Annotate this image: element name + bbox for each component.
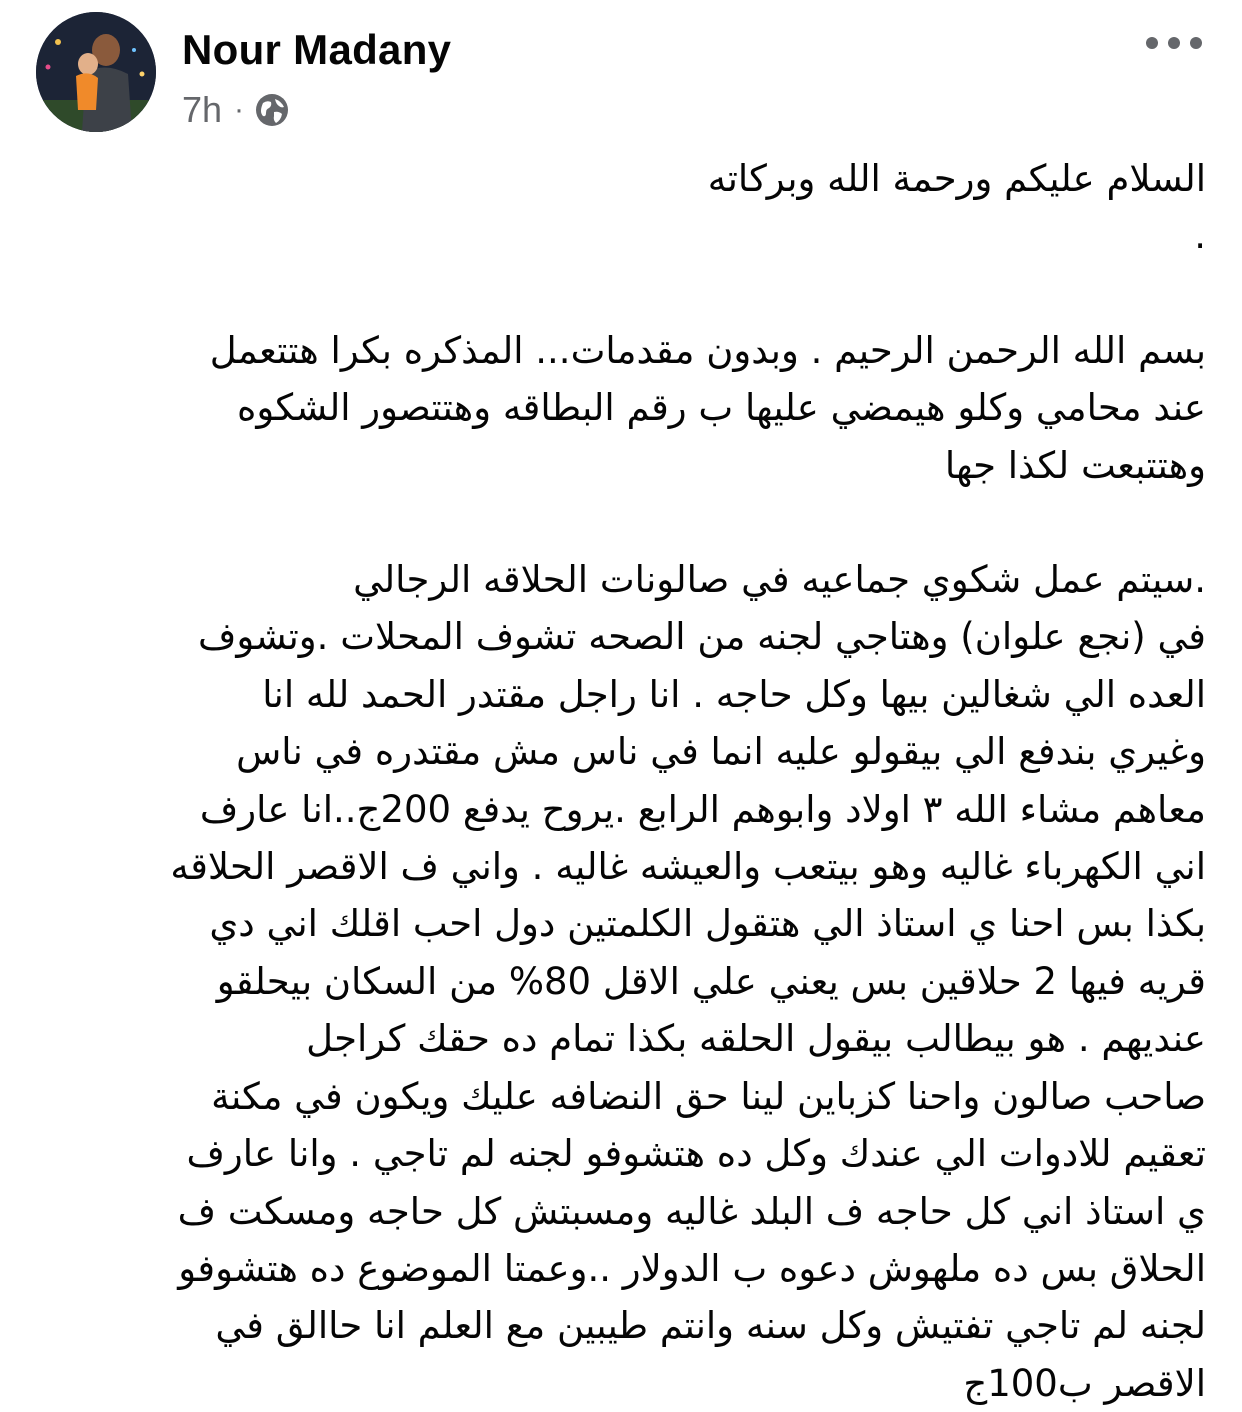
post-meta (182, 88, 290, 132)
more-dot (1190, 37, 1202, 49)
post-line: بسم الله الرحمن الرحيم . وبدون مقدمات... المذكره بكرا هتتعمل (209, 328, 1206, 372)
post-line: صاحب صالون واحنا كزباين لينا حق النضافه عليك ويكون في مكنة (211, 1074, 1206, 1118)
author-name[interactable]: Nour Madany (182, 26, 452, 73)
post-line: ي استاذ اني كل حاجه ف البلد غاليه ومسبتش كل حاجه ومسكت ف (177, 1189, 1206, 1233)
more-dot (1146, 37, 1158, 49)
post-line: الاقصر ب100ج (963, 1361, 1206, 1405)
post-line: عند محامي وكلو هيمضي عليها ب رقم البطاقه وهتتصور الشكوه (237, 386, 1206, 430)
post-line: لجنه لم تاجي تفتيش وكل سنه وانتم طيبين مع العلم انا حاالق في (215, 1304, 1206, 1348)
post-line: تعقيم للادوات الي عندك وكل ده هتشوفو لجنه لم تاجي . وانا عارف (186, 1132, 1206, 1176)
post-line: .سيتم عمل شكوي جماعيه في صالونات الحلاقه الرجالي (353, 558, 1206, 602)
post-body (36, 150, 1206, 1412)
post-line: اني الكهرباء غاليه وهو بيتعب والعيشه غاليه . واني ف الاقصر الحلاقه (170, 845, 1206, 889)
post-line: الحلاق بس ده ملهوش دعوه ب الدولار ..وعمتا الموضوع ده هتشوفو (178, 1246, 1206, 1290)
post-line: السلام عليكم ورحمة الله وبركاته (707, 157, 1206, 200)
post-line: العده الي شغالين بيها وكل حاجه . انا راجل مقتدر الحمد لله انا (262, 672, 1206, 716)
post-paragraph (36, 150, 1206, 265)
globe-icon[interactable] (254, 92, 290, 128)
more-dot (1168, 37, 1180, 49)
post-line: وغيري بندفع الي بيقولو عليه انما في ناس مش مقتدره في ناس (236, 730, 1206, 774)
post-line: وهتتبعت لكذا جها (944, 443, 1206, 487)
author-avatar[interactable] (36, 12, 156, 132)
post-paragraph (36, 551, 1206, 1412)
post-timestamp[interactable]: 7h (182, 89, 223, 130)
more-options-icon[interactable] (1146, 28, 1202, 58)
post-line: قريه فيها 2 حلاقين بس يعني علي الاقل 80% من السكان بيحلقو (216, 959, 1206, 1003)
post-line: في (نجع علوان) وهتاجي لجنه من الصحه تشوف المحلات .وتشوف (198, 615, 1206, 659)
post-header (36, 12, 1206, 132)
post-paragraph (36, 322, 1206, 494)
meta-separator: · (234, 93, 245, 126)
avatar-photo-icon (36, 12, 156, 132)
post-line: معاهم مشاء الله ٣ اولاد وابوهم الرابع .يروح يدفع 200ج..انا عارف (199, 787, 1206, 831)
post-line: . (1194, 214, 1206, 258)
post-line: عنديهم . هو بيطالب بيقول الحلقه بكذا تمام ده حقك كراجل (306, 1017, 1206, 1061)
post-line: بكذا بس احنا ي استاذ الي هتقول الكلمتين دول احب اقلك اني دي (209, 902, 1206, 946)
